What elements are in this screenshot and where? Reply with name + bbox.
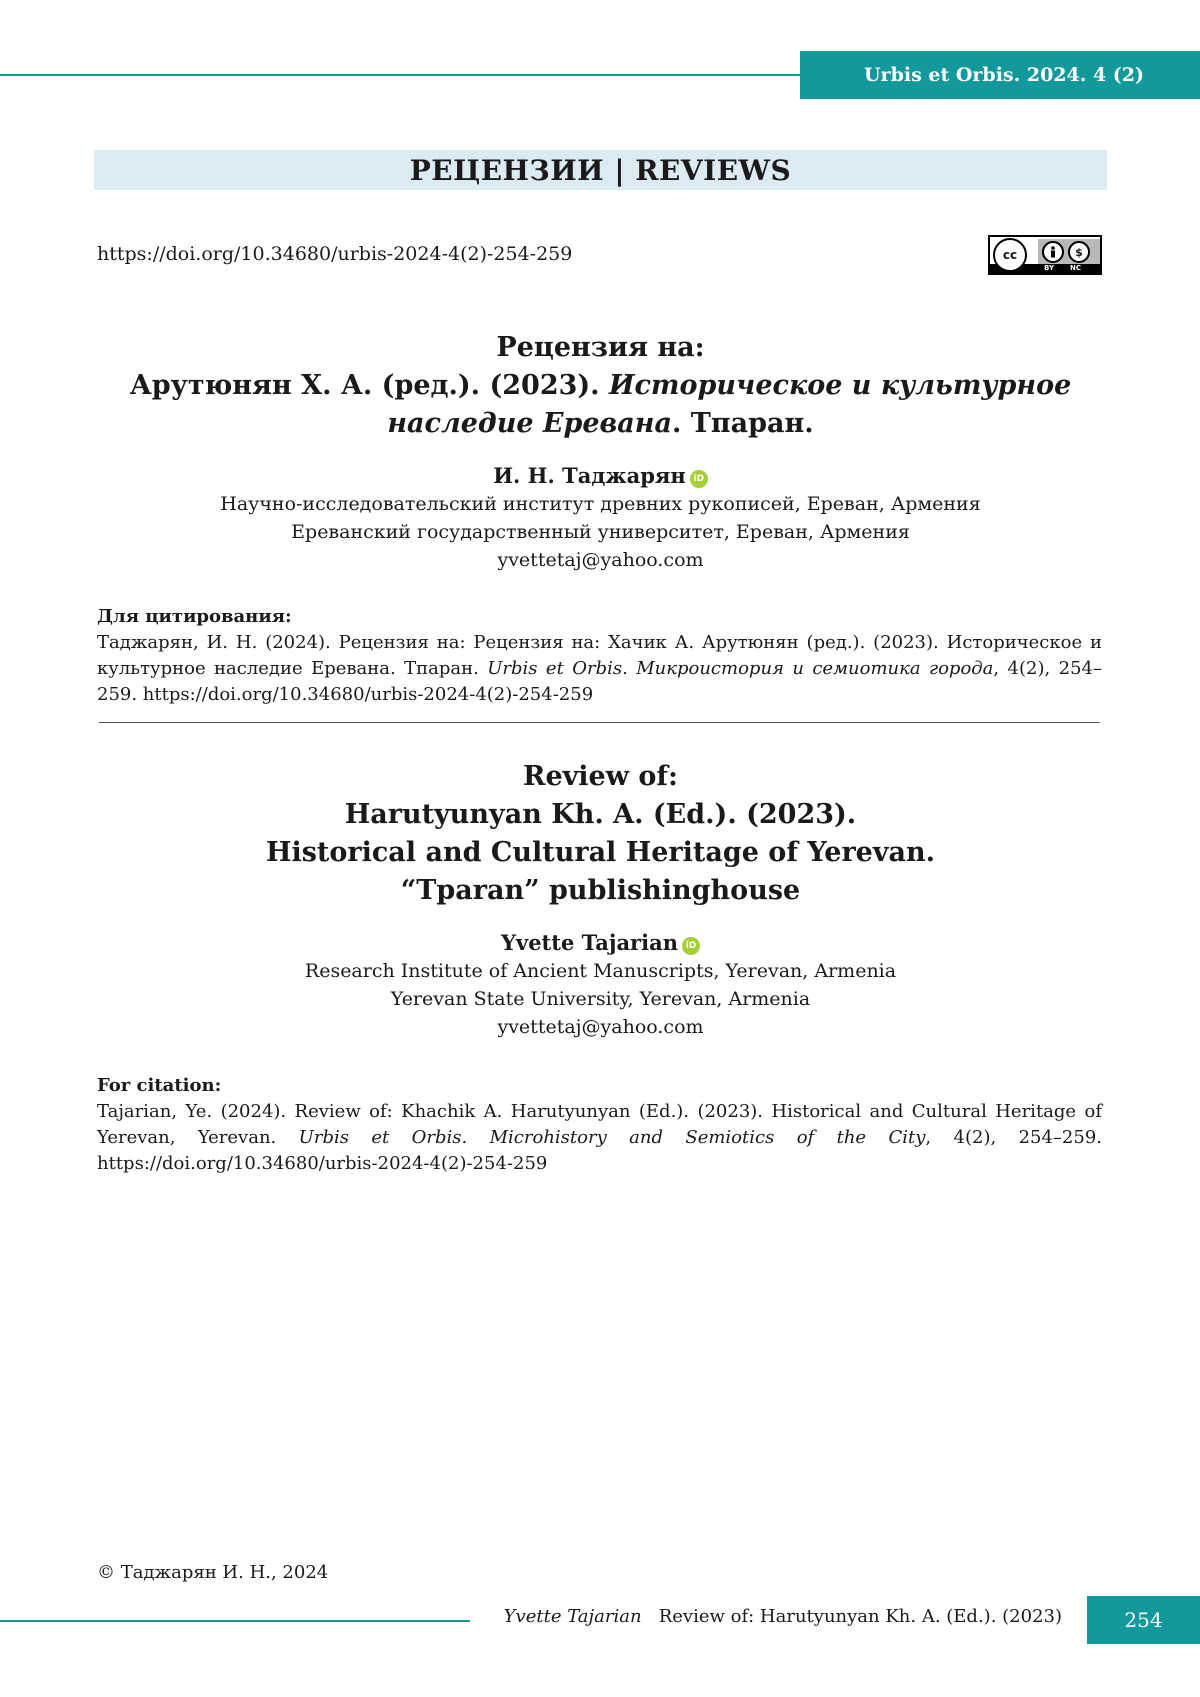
en-citation: For citation: Tajarian, Ye. (2024). Review of: Khachik A. Harutyunyan (Ed.). (2023). Historical and Cultural Heritage of Yerevan, Yerevan. Urbis et Orbis. Microhistory and Semiotics of the City, 4(2), 254–259. https://doi.org/10.34680/urbis-2024-4(2)-254-259 xyxy=(97,1075,1103,1174)
page-number-badge xyxy=(1087,1596,1200,1644)
ru-title-line3: наследие Еревана. Тпаран. xyxy=(387,408,814,439)
section-banner xyxy=(94,150,1107,190)
ru-citation: Для цитирования: Таджарян, И. Н. (2024). Рецензия на: Рецензия на: Хачик А. Арутюнян (ред.). (2023). Историческое и культурное наследие Еревана. Тпаран. Urbis et Orbis. Микроистория и семиотика города, 4(2), 254–259. https://doi.org/10.34680/urbis-2024-4(2)-254-259 xyxy=(97,606,1102,705)
journal-header-badge xyxy=(800,51,1200,99)
header-rule xyxy=(0,74,800,76)
cc-nc-label: NC xyxy=(1070,264,1081,272)
en-email[interactable]: yvettetaj@yahoo.com xyxy=(497,1016,704,1038)
section-title: РЕЦЕНЗИИ | REVIEWS xyxy=(409,153,792,187)
ru-title xyxy=(94,329,1107,443)
en-affiliation-2: Yerevan State University, Yerevan, Armenia xyxy=(390,988,811,1010)
en-author: Yvette Tajarian iD xyxy=(94,929,1107,957)
ru-title-line2: Арутюнян Х. А. (ред.). (2023). Историческое и культурное xyxy=(129,370,1072,401)
divider xyxy=(99,722,1100,723)
cc-by-label: BY xyxy=(1044,264,1055,272)
ru-title-line1: Рецензия на: xyxy=(496,332,705,363)
by-person-icon xyxy=(1042,241,1064,263)
ru-email[interactable]: yvettetaj@yahoo.com xyxy=(497,549,704,571)
cc-circle-icon: cc xyxy=(993,238,1027,272)
en-affiliation-1: Research Institute of Ancient Manuscripts, Yerevan, Armenia xyxy=(304,960,897,982)
footer-author: Yvette Tajarian xyxy=(503,1606,642,1627)
orcid-icon[interactable]: iD xyxy=(690,470,708,488)
ru-citation-label: Для цитирования: xyxy=(97,606,292,627)
en-title-line4: “Tparan” publishinghouse xyxy=(400,875,801,906)
ru-affiliation-1: Научно-исследовательский институт древних рукописей, Ереван, Армения xyxy=(220,493,981,515)
footer-running-title: Review of: Harutyunyan Kh. A. (Ed.). (2023) xyxy=(658,1606,1062,1627)
cc-by-nc-icon[interactable] xyxy=(988,235,1102,275)
footer-rule xyxy=(0,1620,470,1622)
copyright-notice: © Таджарян И. Н., 2024 xyxy=(97,1562,329,1583)
en-title-line2: Harutyunyan Kh. A. (Ed.). (2023). xyxy=(344,799,857,830)
ru-affiliation-2: Ереванский государственный университет, Ереван, Армения xyxy=(291,521,910,543)
orcid-icon[interactable]: iD xyxy=(682,937,700,955)
en-title-line3: Historical and Cultural Heritage of Yerevan. xyxy=(265,837,936,868)
en-title xyxy=(94,758,1107,910)
en-title-line1: Review of: xyxy=(523,761,678,792)
ru-author-block xyxy=(94,462,1107,574)
ru-author: И. Н. Таджарян iD xyxy=(94,462,1107,490)
journal-title: Urbis et Orbis. 2024. 4 (2) xyxy=(863,64,1144,86)
running-footer xyxy=(504,1606,1062,1627)
doi-link[interactable]: https://doi.org/10.34680/urbis-2024-4(2)-254-259 xyxy=(97,243,573,265)
nc-dollar-icon: $ xyxy=(1068,241,1090,263)
page-number: 254 xyxy=(1124,1608,1163,1632)
en-author-block xyxy=(94,929,1107,1041)
en-citation-label: For citation: xyxy=(97,1075,222,1096)
